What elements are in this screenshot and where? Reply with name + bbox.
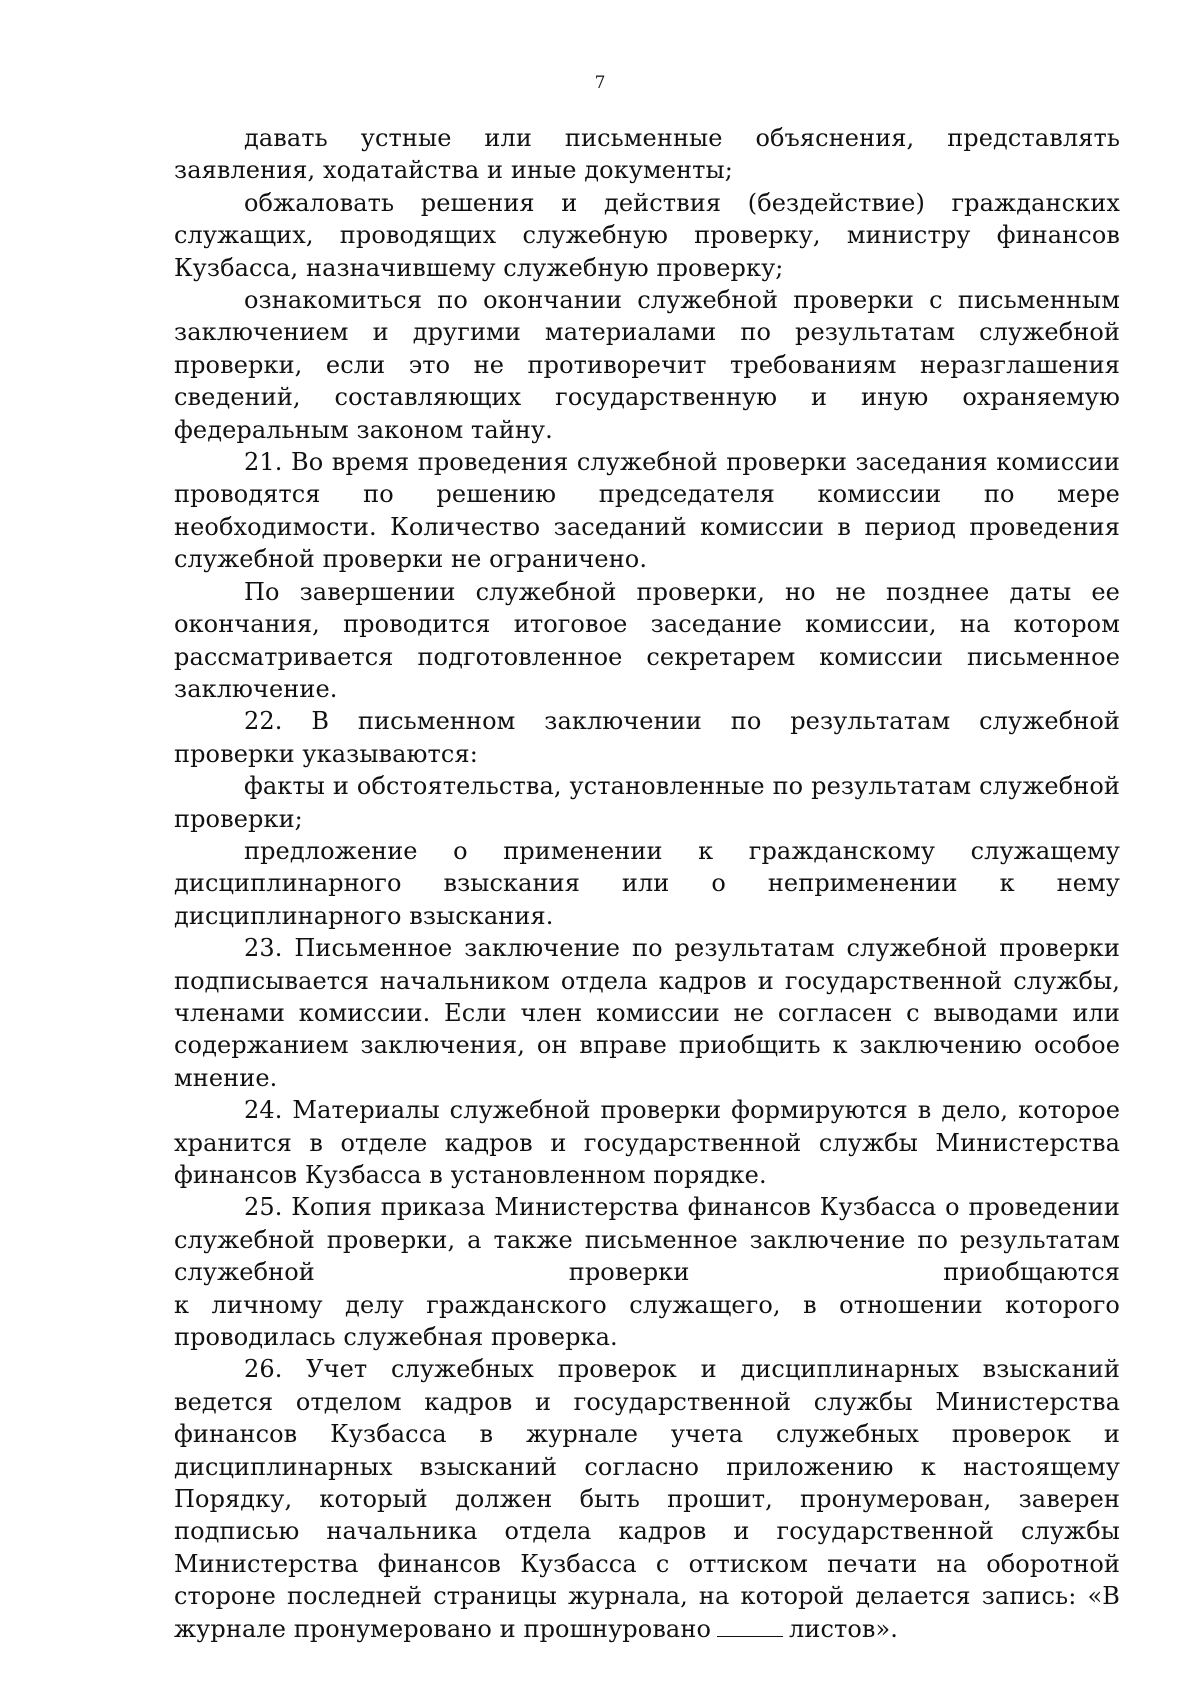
paragraph-item-24: 24. Материалы служебной проверки формируются в дело, которое хранится в отделе кадров и государственной службы Министерства финансов Кузбасса в установленном порядке. [174,1096,1120,1189]
paragraph-item-25 [174,1191,1120,1353]
paragraph-item-21: 21. Во время проведения служебной проверки заседания комиссии проводятся по решению председателя комиссии по мере необходимости. Количество заседаний комиссии в период проведения служебной проверки не ограничено. [174,448,1120,574]
item-25-line-1: 25. Копия приказа Министерства финансов Кузбасса о проведении [244,1193,1120,1222]
page-number: 7 [594,73,606,93]
paragraph-proposal: предложение о применении к гражданскому служащему дисциплинарного взыскания или о неприменении к нему дисциплинарного взыскания. [174,836,1120,930]
paragraph-appeal: обжаловать решения и действия (бездействие) гражданских служащих, проводящих служебную проверку, министру финансов Кузбасса, назначившему служебную проверку; [174,188,1120,282]
item-25-line-3: служебной проверки приобщаются [174,1258,1120,1287]
item-25-line-2: служебной проверки, а также письменное заключение по результатам [174,1225,1120,1254]
item-26-tail: листов». [789,1614,899,1643]
paragraph-item-26 [174,1353,1120,1645]
item-25-line-5: проводилась служебная проверка. [174,1323,618,1352]
paragraph-item-22: 22. В письменном заключении по результатам служебной проверки указываются: [174,707,1120,768]
item-26-text: 26. Учет служебных проверок и дисциплинарных взысканий ведется отделом кадров и государственной службы Министерства финансов Кузбасса в журнале учета служебных проверок и дисциплинарных взысканий согласно приложению к настоящему Порядку, который должен быть прошит, пронумерован, заверен подписью начальника отдела кадров и государственной службы Министерства финансов Кузбасса с оттиском печати на оборотной стороне последней страницы журнала, на которой делается запись: «В журнале пронумеровано и прошнуровано [174,1355,1120,1643]
paragraph-explanations: давать устные или письменные объяснения, представлять заявления, ходатайства и иные документы; [174,124,1120,185]
paragraph-familiarize: ознакомиться по окончании служебной проверки с письменным заключением и другими материалами по результатам служебной проверки, если это не противоречит требованиям неразглашения сведений, составляющих государственную и иную охраняемую федеральным законом тайну. [174,286,1120,444]
sheet-count-blank [717,1616,783,1637]
paragraph-final-meeting: По завершении служебной проверки, но не позднее даты ее окончания, проводится итоговое заседание комиссии, на котором рассматривается подготовленное секретарем комиссии письменное заключение. [174,577,1120,703]
paragraph-item-23: 23. Письменное заключение по результатам служебной проверки подписывается начальником отдела кадров и государственной службы, членами комиссии. Если член комиссии не согласен с выводами или содержанием заключения, он вправе приобщить к заключению особое мнение. [174,934,1120,1092]
item-25-line-4: к личному делу гражданского служащего, в отношении которого [174,1290,1120,1319]
document-body [174,122,1120,1645]
paragraph-facts: факты и обстоятельства, установленные по результатам служебной проверки; [174,772,1120,833]
